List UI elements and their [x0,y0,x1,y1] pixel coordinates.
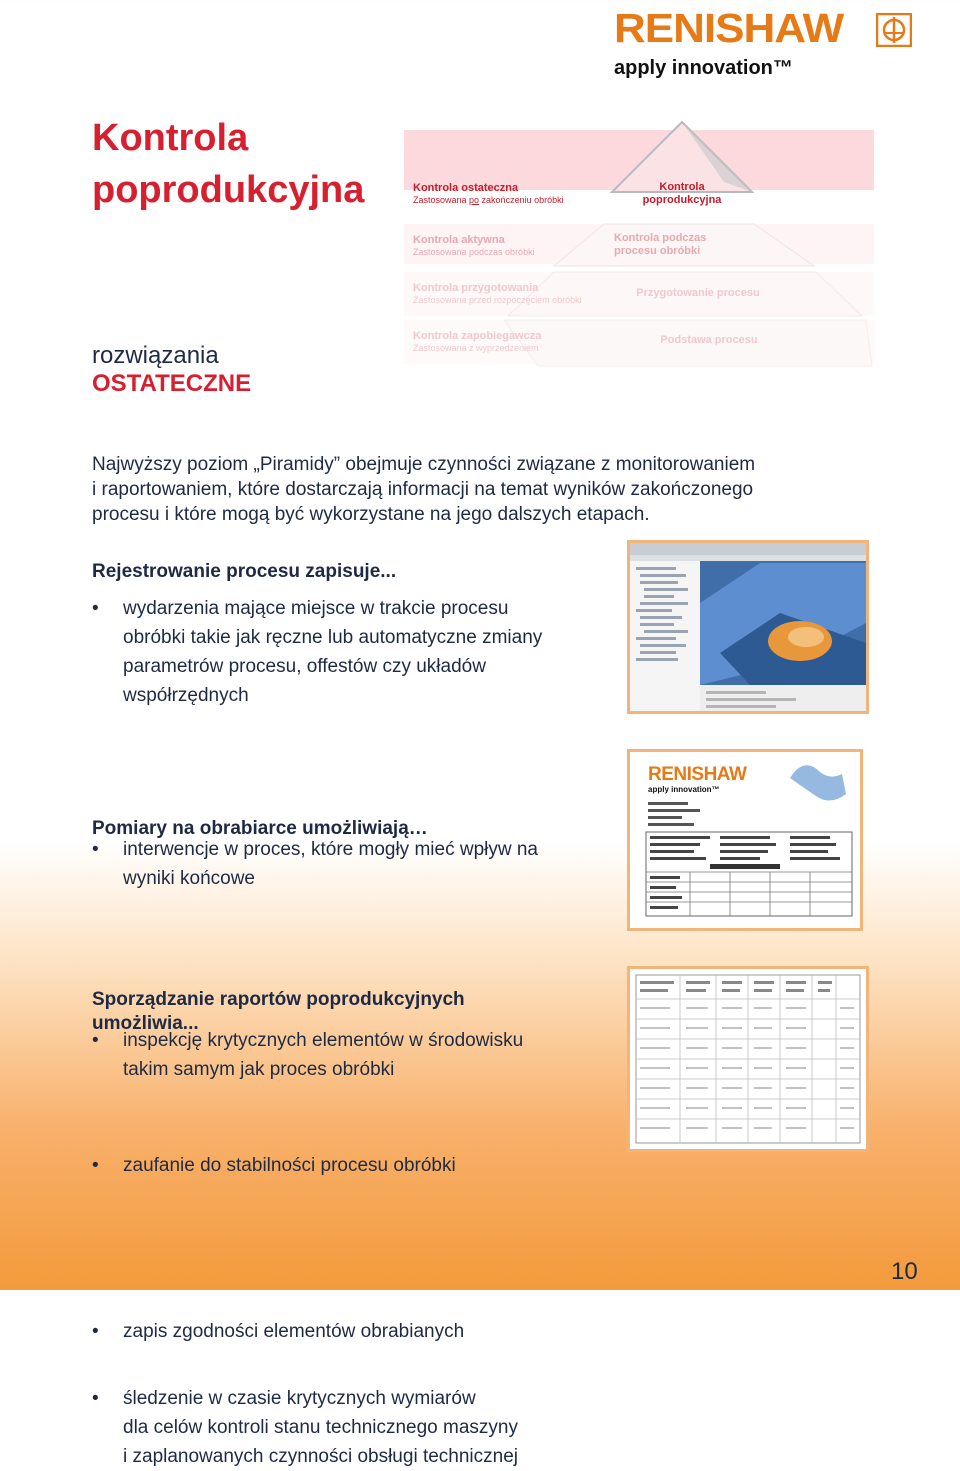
s2b1-line1: inspekcję krytycznych elementów w środowisku [123,1030,524,1051]
s3b1-line1: zapis zgodności elementów obrabianych [123,1321,465,1342]
s3b2-line1: śledzenie w czasie krytycznych wymiarów [123,1388,476,1409]
intro-line2: i raportowaniem, które dostarczają informacji na temat wyników zakończonego [92,479,754,500]
data-table-image [630,969,866,1149]
pyramid-level3-left-label [413,282,582,306]
pyramid-r3-line1: Przygotowanie procesu [636,287,760,299]
s1b1-line1: wydarzenia mające miejsce w trakcie procesu [123,598,509,619]
pyramid-r2-line2: procesu obróbki [614,245,701,257]
s1b1-line2: obróbki takie jak ręczne lub automatyczne zmiany [123,627,543,648]
s2b1-line2: takim samym jak proces obróbki [123,1059,395,1080]
subtitle-line1: rozwiązania [92,342,219,369]
pyramid-level1-right-label [630,181,734,207]
page-title [92,112,364,216]
desc-post: zakończeniu obróbki [479,195,564,205]
s1b2-line2: wyniki końcowe [123,868,255,889]
s1b1-line3: parametrów procesu, offestów czy układów [123,656,486,677]
s3b2-line3: i zaplanowanych czynności obsługi technicznej [123,1446,519,1467]
section1-heading: Rejestrowanie procesu zapisuje... [92,561,397,582]
intro-paragraph [92,452,852,527]
pyramid-r1-line2: poprodukcyjna [642,194,722,206]
pyramid-level2-left-label [413,234,535,258]
s1b1-line4: współrzędnych [123,685,249,706]
intro-line1: Najwyższy poziom „Piramidy” obejmuje czynności związane z monitorowaniem [92,454,756,475]
section3-heading [92,988,465,1036]
inspection-pyramid-diagram [404,120,874,370]
logo-tagline: apply innovation™ [614,57,793,79]
pyramid-level3-title: Kontrola przygotowania [413,282,539,294]
section2-bullet2 [92,1151,643,1180]
section3-bullet1 [92,1317,643,1346]
report-brand-text: RENISHAW [648,764,747,785]
pyramid-level4-right-label [624,334,794,347]
data-table-thumbnail [627,966,869,1152]
page-title-line1: Kontrola [92,117,249,159]
s3-heading-line1: Sporządzanie raportów poprodukcyjnych [92,989,465,1010]
page-title-line2: poprodukcyjna [92,169,365,211]
pyramid-level4-left-label [413,330,541,354]
pyramid-level1-left-label [413,182,564,206]
pyramid-r4-line1: Podstawa procesu [660,334,758,346]
pyramid-level2-title: Kontrola aktywna [413,234,505,246]
pyramid-level2-right-label [614,232,744,258]
s1b2-line1: interwencje w proces, które mogły mieć wpływ na [123,839,538,860]
desc-emphasis: po [469,195,480,205]
s3-heading-line2: umożliwia... [92,1013,199,1034]
desc-pre: Zastosowana [413,195,470,205]
pyramid-level4-title: Kontrola zapobiegawcza [413,330,542,342]
renishaw-report-thumbnail [627,749,863,931]
report-tagline-text: apply innovation™ [648,785,720,794]
pyramid-level1-title: Kontrola ostateczna [413,182,519,194]
section1-bullet2 [92,835,643,893]
intro-line3: procesu i które mogą być wykorzystane na jego dalszych etapach. [92,504,650,525]
pyramid-r1-line1: Kontrola [659,181,705,193]
s2b2-line1: zaufanie do stabilności procesu obróbki [123,1155,456,1176]
report-table-image [630,752,860,928]
renishaw-logo-wordmark: RENISHAW [614,6,844,52]
s3b2-line2: dla celów kontroli stanu technicznego maszyny [123,1417,518,1438]
subtitle-line2: OSTATECZNE [92,370,252,397]
renishaw-probe-logo-icon [876,13,912,47]
section3-bullet2 [92,1384,643,1471]
pyramid-r2-line1: Kontrola podczas [614,232,707,244]
pyramid-level4-desc: Zastosowana z wyprzedzeniem [413,343,539,353]
pyramid-level3-desc: Zastosowana przed rozpoczęciem obróbki [413,295,582,305]
section2-heading: Pomiary na obrabiarce umożliwiają… [92,818,428,839]
pyramid-level1-desc [413,195,564,205]
software-screenshot-thumbnail [627,540,869,714]
pyramid-level2-desc: Zastosowana podczas obróbki [413,247,535,257]
cad-software-image [630,543,866,711]
pyramid-level3-right-label [618,287,778,300]
page-number: 10 [891,1258,918,1285]
section1-bullet1 [92,594,643,710]
